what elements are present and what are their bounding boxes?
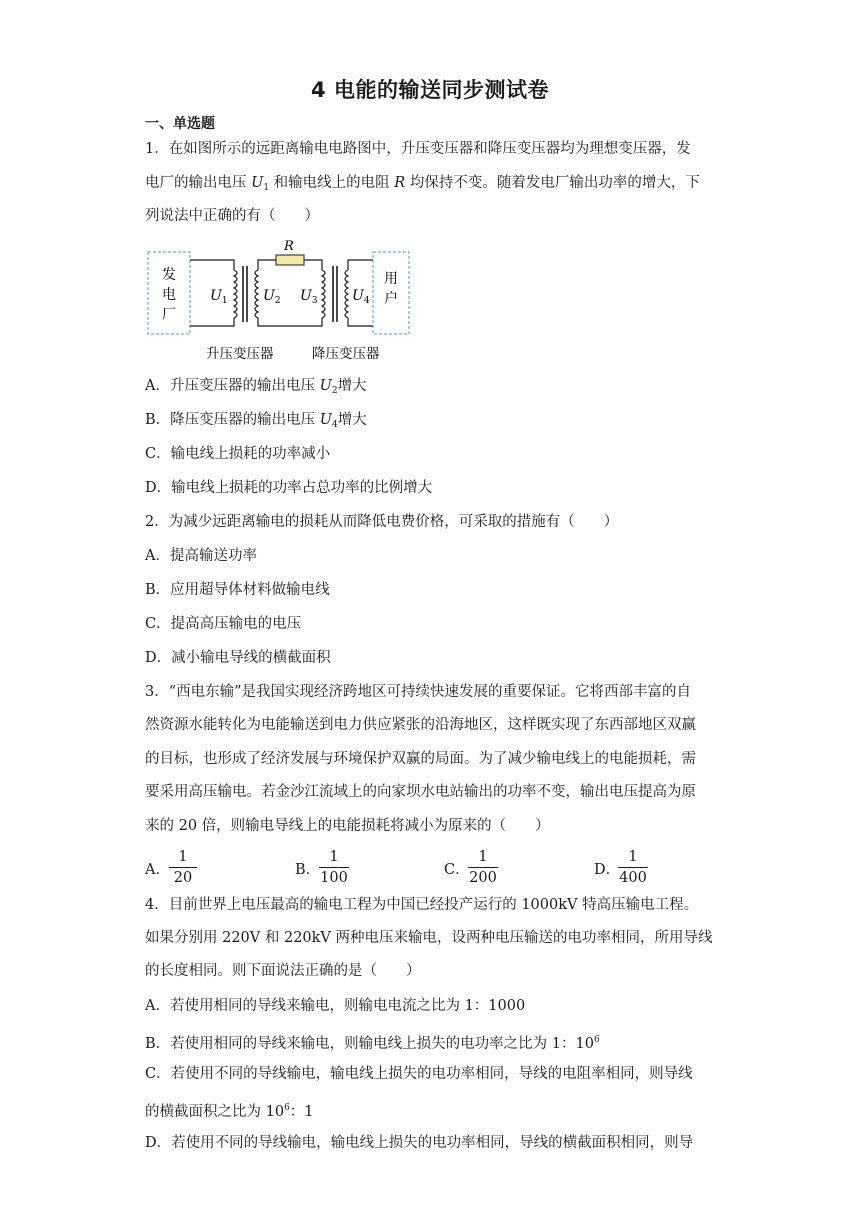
- q1-text-a: 电厂的输出电压: [145, 175, 252, 191]
- q4-option-c-line-2: [145, 1098, 314, 1122]
- q1-option-b: [145, 410, 367, 435]
- option-text: ：1: [289, 1104, 314, 1120]
- option-label: A．: [145, 862, 170, 878]
- circuit-diagram: [140, 236, 420, 366]
- option-label: D．: [594, 862, 621, 878]
- label-u4: $U_4$: [352, 288, 370, 306]
- plant-char-3: 厂: [162, 307, 176, 323]
- superscript: 6: [593, 1035, 600, 1045]
- denominator: 100: [320, 870, 348, 886]
- coil-u1: [234, 270, 237, 318]
- caption-step-up: 升压变压器: [206, 346, 274, 362]
- q1-text-c: 均保持不变。随着发电厂输出功率的增大，下: [405, 175, 700, 191]
- fraction: [468, 848, 498, 887]
- numerator: 1: [329, 849, 339, 865]
- option-text: B．降压变压器的输出电压: [145, 412, 320, 428]
- user-char-1: 用: [384, 271, 398, 287]
- fraction: [319, 848, 349, 887]
- q3-stem-line-5: 来的 20 倍，则输电导线上的电能损耗将减小为原来的（ ）: [145, 818, 550, 834]
- q2-option-b: B．应用超导体材料做输电线: [145, 582, 330, 598]
- q1-option-c: C．输电线上损耗的功率减小: [145, 446, 331, 462]
- q3-stem-line-4: 要采用高压输电。若金沙江流域上的向家坝水电站输出的功率不变，输出电压提高为原: [145, 784, 696, 800]
- q3-stem-line-3: 的目标，也形成了经济发展与环境保护双赢的局面。为了减少输电线上的电能损耗，需: [145, 751, 696, 767]
- q1-stem-line-2: [145, 173, 700, 198]
- numerator: 1: [478, 849, 488, 865]
- label-u2: $U_2$: [263, 288, 281, 306]
- option-label: B．: [295, 862, 321, 878]
- caption-step-down: 降压变压器: [312, 346, 380, 362]
- section-heading: 一、单选题: [145, 116, 215, 132]
- symbol-u: U: [319, 412, 332, 428]
- q2-option-a: A．提高输送功率: [145, 548, 257, 564]
- numerator: 1: [628, 849, 638, 865]
- label-u3: $U_3$: [300, 288, 318, 306]
- q1-option-d: D．输电线上损耗的功率占总功率的比例增大: [145, 480, 433, 496]
- q1-stem-line-3: 列说法中正确的有（ ）: [145, 208, 319, 224]
- fraction-bar: [618, 867, 648, 868]
- symbol-r: R: [394, 175, 406, 191]
- denominator: 400: [619, 870, 647, 886]
- user-char-2: 户: [384, 291, 398, 307]
- plant-char-2: 电: [162, 287, 176, 303]
- option-text: B．若使用相同的导线来输电，则输电线上损失的电功率之比为 1：10: [145, 1036, 594, 1052]
- coil-u4: [345, 270, 348, 318]
- q4-option-d-line-1: D．若使用不同的导线输电，输电线上损失的电功率相同，导线的横截面积相同，则导: [145, 1135, 694, 1151]
- q3-stem-line-1: 3．“西电东输”是我国实现经济跨地区可持续快速发展的重要保证。它将西部丰富的自: [145, 684, 692, 700]
- q4-option-a: A．若使用相同的导线来输电，则输电电流之比为 1：1000: [145, 998, 526, 1014]
- q4-stem-line-1: 4．目前世界上电压最高的输电工程为中国已经投产运行的 1000kV 特高压输电工程。: [145, 897, 699, 913]
- q3-stem-line-2: 然资源水能转化为电能输送到电力供应紧张的沿海地区，这样既实现了东西部地区双赢: [145, 717, 696, 733]
- fraction-bar: [468, 867, 498, 868]
- coil-u2: [255, 270, 258, 318]
- q4-option-b: [145, 1030, 600, 1054]
- q2-stem: 2．为减少远距离输电的损耗从而降低电费价格，可采取的措施有（ ）: [145, 514, 619, 530]
- q4-stem-line-2: 如果分别用 220V 和 220kV 两种电压来输电，设两种电压输送的电功率相同，所用导线: [145, 930, 713, 946]
- label-u1: $U_1$: [210, 288, 228, 306]
- symbol-u: U: [251, 175, 264, 191]
- fraction: [169, 848, 197, 887]
- page-title: 4 电能的输送同步测试卷: [311, 78, 549, 102]
- resistor-r: [276, 255, 304, 265]
- option-text: 的横截面积之比为 10: [145, 1104, 285, 1120]
- q2-option-d: D．减小输电导线的横截面积: [145, 650, 331, 666]
- fraction: [618, 848, 648, 887]
- superscript: 6: [284, 1103, 290, 1113]
- subscript: 2: [331, 386, 338, 396]
- fraction-bar: [319, 867, 349, 868]
- subscript: 1: [263, 183, 270, 193]
- option-label: C．: [444, 862, 470, 878]
- denominator: 200: [469, 870, 497, 886]
- denominator: 20: [173, 870, 193, 886]
- q1-stem-line-1: 1．在如图所示的远距离输电电路图中，升压变压器和降压变压器均为理想变压器，发: [145, 141, 691, 157]
- q4-option-c-line-1: C．若使用不同的导线输电，输电线上损失的电功率相同，导线的电阻率相同，则导线: [145, 1066, 693, 1082]
- coil-u3: [322, 270, 325, 318]
- option-text: 增大: [337, 412, 367, 428]
- fraction-bar: [169, 867, 197, 868]
- resistor-label: R: [284, 239, 294, 254]
- q1-text-b: 和输电线上的电阻: [269, 175, 395, 191]
- q1-option-a: [145, 376, 367, 401]
- plant-char-1: 发: [162, 267, 176, 283]
- subscript: 4: [332, 420, 338, 430]
- symbol-u: U: [319, 378, 332, 394]
- q2-option-c: C．提高高压输电的电压: [145, 616, 302, 632]
- option-text: A．升压变压器的输出电压: [145, 378, 320, 394]
- q4-stem-line-3: 的长度相同。则下面说法正确的是（ ）: [145, 963, 421, 979]
- numerator: 1: [178, 849, 188, 865]
- option-text: 增大: [337, 378, 367, 394]
